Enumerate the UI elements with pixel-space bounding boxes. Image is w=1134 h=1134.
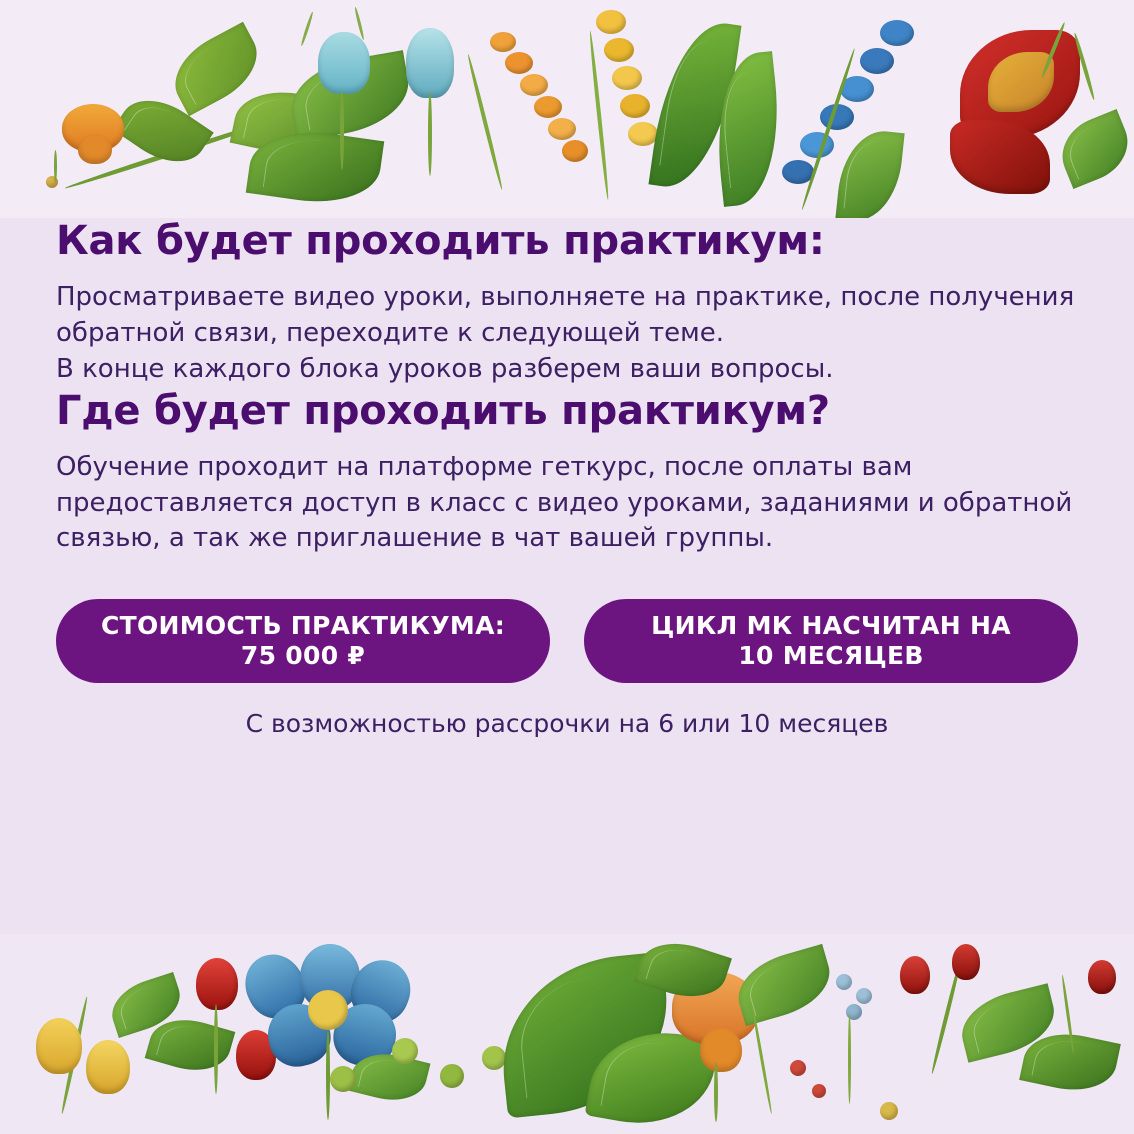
section-heading-location: Где будет проходить практикум? — [56, 387, 830, 434]
price-pill[interactable] — [56, 599, 550, 683]
embroidered-floral-border-bottom-icon — [0, 934, 1134, 1134]
content-area — [0, 218, 1134, 738]
section-paragraph-location: Обучение проходит на платформе геткурс, после оплаты вам предоставляется доступ в класс с видео уроками, заданиями и обратной связью, а так же приглашение в чат вашей группы. — [56, 451, 1073, 554]
duration-pill[interactable] — [584, 599, 1078, 683]
price-pill-value: 75 000 ₽ — [240, 641, 366, 671]
section-heading-process: Как будет проходить практикум: — [56, 218, 825, 264]
duration-pill-label: ЦИКЛ МК НАСЧИТАН НА — [651, 611, 1011, 641]
duration-pill-value: 10 МЕСЯЦЕВ — [738, 641, 924, 671]
installment-note: С возможностью рассрочки на 6 или 10 месяцев — [245, 709, 889, 739]
embroidered-floral-border-top-icon — [0, 0, 1134, 218]
price-pill-label: СТОИМОСТЬ ПРАКТИКУМА: — [100, 611, 506, 641]
pill-row — [56, 599, 1078, 683]
section-paragraph-process: Просматриваете видео уроки, выполняете на практике, после получения обратной связи, переходите к следующей теме. В конце каждого блока уроков разберем ваши вопросы. — [56, 282, 1075, 384]
